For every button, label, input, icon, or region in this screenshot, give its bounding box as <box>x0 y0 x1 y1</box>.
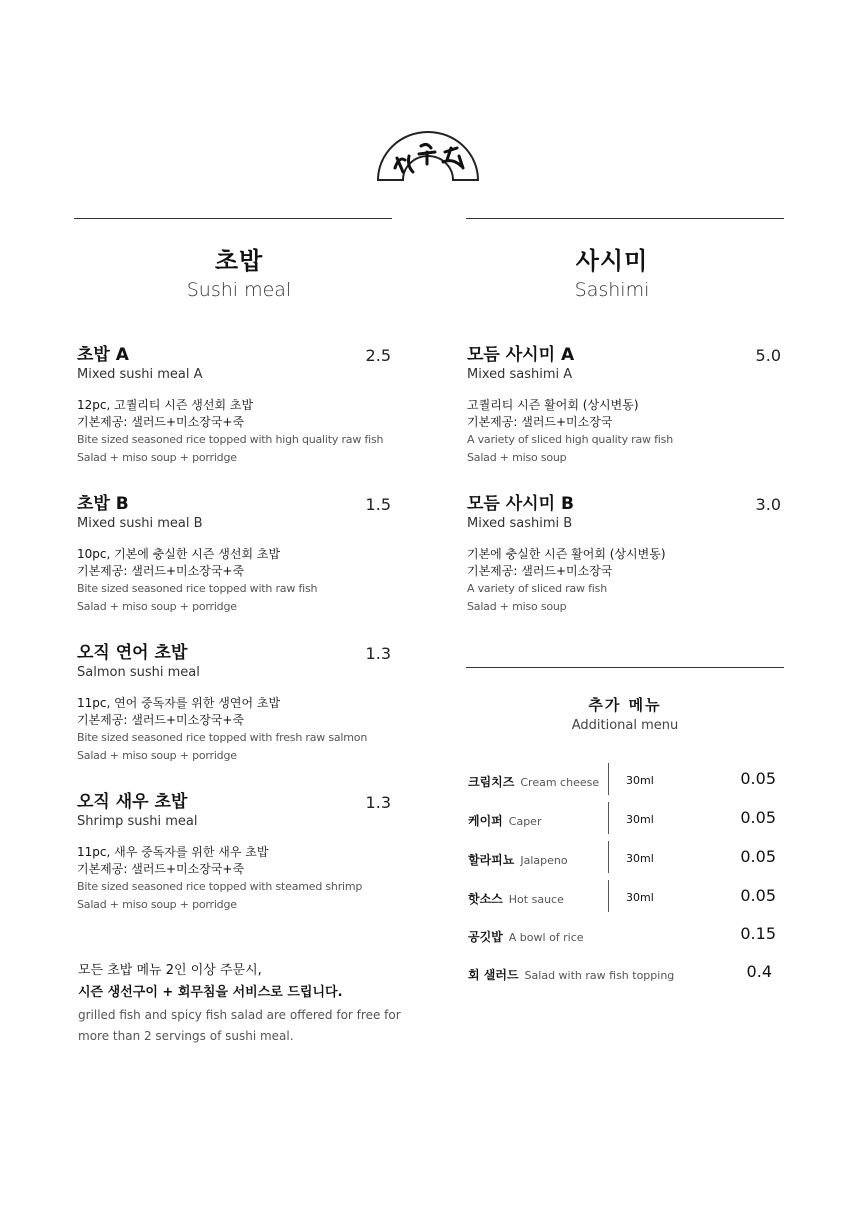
addon-name-en: Jalapeno <box>520 854 568 867</box>
addon-name-ko: 케이퍼 <box>468 814 503 828</box>
sashimi-title-en: Sashimi <box>574 279 650 301</box>
item-included-en: Salad + miso soup <box>467 451 567 464</box>
item-subtitle: Mixed sushi meal A <box>77 367 203 382</box>
item-name: 모듬 사시미 B <box>467 494 574 514</box>
item-desc-en: A variety of sliced raw fish <box>467 582 607 595</box>
item-included-ko: 기본제공: 샐러드+미소장국+죽 <box>77 564 245 578</box>
sashimi-title-ko: 사시미 <box>575 247 649 275</box>
item-name: 초밥 A <box>77 345 129 365</box>
addon-price: 0.05 <box>740 769 776 788</box>
column-divider <box>608 763 609 795</box>
item-included-ko: 기본제공: 샐러드+미소장국+죽 <box>77 713 245 727</box>
sushi-title-en: Sushi meal <box>186 279 292 301</box>
item-included-ko: 기본제공: 샐러드+미소장국+죽 <box>77 415 245 429</box>
item-included-en: Salad + miso soup + porridge <box>77 600 237 613</box>
addon-name-en: Salad with raw fish topping <box>524 969 675 982</box>
addon-volume: 30ml <box>626 852 654 865</box>
item-included-en: Salad + miso soup + porridge <box>77 749 237 762</box>
addon-price: 0.05 <box>740 886 776 905</box>
column-divider <box>608 841 609 873</box>
item-price: 3.0 <box>755 495 781 514</box>
additional-row-hot-sauce <box>468 880 780 918</box>
item-desc-en: Bite sized seasoned rice topped with fresh raw salmon <box>77 731 368 744</box>
sashimi-section-title <box>453 246 771 302</box>
sushi-section-title <box>80 246 398 302</box>
addon-name-ko: 핫소스 <box>468 892 503 906</box>
addon-name-ko: 회 샐러드 <box>468 968 519 982</box>
additional-row-fish-salad <box>468 956 780 994</box>
item-price: 2.5 <box>365 346 391 365</box>
divider-additional <box>466 667 784 668</box>
item-name: 초밥 B <box>77 494 129 514</box>
item-included-ko: 기본제공: 샐러드+미소장국 <box>467 564 613 578</box>
addon-name-en: A bowl of rice <box>508 931 584 944</box>
additional-menu-title <box>466 695 784 735</box>
addon-name-en: Caper <box>508 815 542 828</box>
addon-price: 0.4 <box>746 962 772 981</box>
menu-item <box>77 344 395 467</box>
additional-title-ko: 추가 메뉴 <box>588 696 662 714</box>
item-subtitle: Mixed sushi meal B <box>77 516 203 531</box>
note-line-en-2: more than 2 servings of sushi meal. <box>78 1029 294 1043</box>
item-price: 1.3 <box>365 793 391 812</box>
item-included-ko: 기본제공: 샐러드+미소장국 <box>467 415 613 429</box>
addon-volume: 30ml <box>626 774 654 787</box>
item-price: 1.5 <box>365 495 391 514</box>
addon-name-en: Cream cheese <box>520 776 600 789</box>
additional-title-en: Additional menu <box>571 718 679 733</box>
item-name: 오직 새우 초밥 <box>77 792 188 812</box>
addon-name-ko: 크림치즈 <box>468 775 515 789</box>
item-subtitle: Mixed sashimi A <box>467 367 573 382</box>
addon-name-en: Hot sauce <box>508 893 564 906</box>
note-line-en-1: grilled fish and spicy fish salad are offered for free for <box>78 1008 401 1022</box>
note-line-ko-2: 시즌 생선구이 + 회무침을 서비스로 드립니다. <box>78 985 343 1000</box>
item-desc-ko: 12pc, 고퀄리티 시즌 생선회 초밥 <box>77 398 254 412</box>
item-included-ko: 기본제공: 샐러드+미소장국+죽 <box>77 862 245 876</box>
item-subtitle: Mixed sashimi B <box>467 516 573 531</box>
addon-price: 0.05 <box>740 847 776 866</box>
sushi-title-ko: 초밥 <box>214 247 264 275</box>
item-desc-ko: 10pc, 기본에 충실한 시즌 생선회 초밥 <box>77 547 281 561</box>
item-included-en: Salad + miso soup + porridge <box>77 898 237 911</box>
item-name: 오직 연어 초밥 <box>77 643 188 663</box>
item-desc-en: Bite sized seasoned rice topped with raw fish <box>77 582 318 595</box>
note-line-ko-1: 모든 초밥 메뉴 2인 이상 주문시, <box>78 963 262 978</box>
restaurant-logo-fan-icon <box>375 130 481 186</box>
addon-price: 0.15 <box>740 924 776 943</box>
item-desc-en: Bite sized seasoned rice topped with steamed shrimp <box>77 880 363 893</box>
item-subtitle: Shrimp sushi meal <box>77 814 198 829</box>
item-desc-ko: 고퀄리티 시즌 활어회 (상시변동) <box>467 398 639 412</box>
service-note <box>78 960 408 1046</box>
item-desc-ko: 기본에 충실한 시즌 활어회 (상시변동) <box>467 547 666 561</box>
column-divider <box>608 802 609 834</box>
addon-volume: 30ml <box>626 813 654 826</box>
item-name: 모듬 사시미 A <box>467 345 575 365</box>
item-desc-en: A variety of sliced high quality raw fish <box>467 433 673 446</box>
column-divider <box>608 880 609 912</box>
item-desc-en: Bite sized seasoned rice topped with high quality raw fish <box>77 433 384 446</box>
menu-item <box>467 493 785 616</box>
additional-row-jalapeno <box>468 841 780 879</box>
item-price: 5.0 <box>755 346 781 365</box>
additional-row-rice <box>468 918 780 956</box>
additional-row-cream-cheese <box>468 763 780 801</box>
addon-name-ko: 공깃밥 <box>468 930 503 944</box>
item-desc-ko: 11pc, 연어 중독자를 위한 생연어 초밥 <box>77 696 281 710</box>
addon-price: 0.05 <box>740 808 776 827</box>
menu-item <box>77 493 395 616</box>
item-subtitle: Salmon sushi meal <box>77 665 200 680</box>
menu-item <box>77 642 395 765</box>
menu-item <box>77 791 395 914</box>
item-price: 1.3 <box>365 644 391 663</box>
addon-name-ko: 할라피뇨 <box>468 853 515 867</box>
item-included-en: Salad + miso soup + porridge <box>77 451 237 464</box>
addon-volume: 30ml <box>626 891 654 904</box>
item-desc-ko: 11pc, 새우 중독자를 위한 새우 초밥 <box>77 845 269 859</box>
divider-left <box>74 218 392 219</box>
item-included-en: Salad + miso soup <box>467 600 567 613</box>
menu-item <box>467 344 785 467</box>
divider-right <box>466 218 784 219</box>
additional-row-caper <box>468 802 780 840</box>
